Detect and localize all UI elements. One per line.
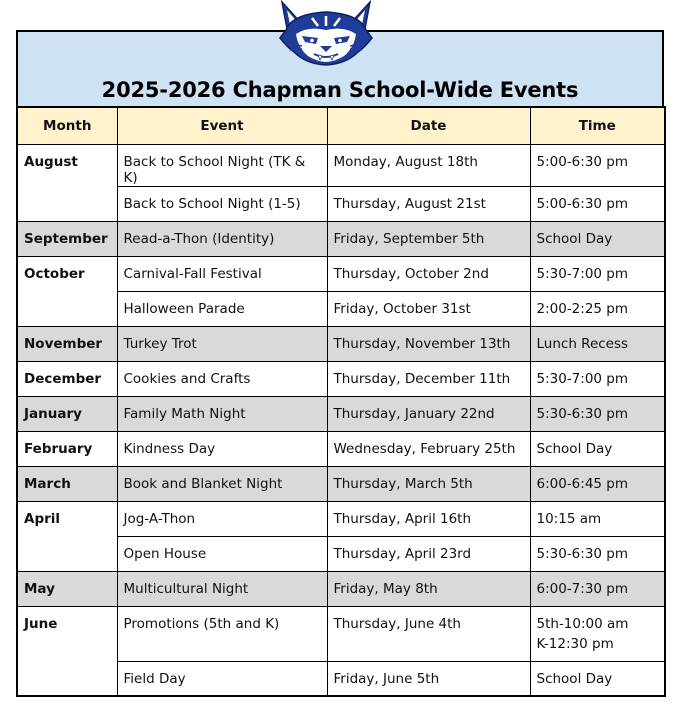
event-cell: Carnival-Fall Festival	[117, 256, 327, 291]
date-cell: Thursday, June 4th	[327, 606, 530, 661]
time-cell: School Day	[530, 661, 665, 696]
table-row	[17, 571, 665, 606]
wildcat-mascot-logo	[272, 0, 380, 66]
table-row	[17, 431, 665, 466]
page-title: 2025-2026 Chapman School-Wide Events	[101, 78, 579, 102]
month-cell: December	[17, 361, 117, 396]
table-row	[17, 501, 665, 536]
month-cell: January	[17, 396, 117, 431]
event-cell: Halloween Parade	[117, 291, 327, 326]
time-cell: 6:00-7:30 pm	[530, 571, 665, 606]
time-cell: 5:30-6:30 pm	[530, 396, 665, 431]
month-cell: October	[17, 256, 117, 326]
month-cell: March	[17, 466, 117, 501]
table-row	[17, 361, 665, 396]
event-cell: Jog-A-Thon	[117, 501, 327, 536]
column-header-event: Event	[117, 107, 327, 144]
header-row	[17, 107, 665, 144]
event-cell: Family Math Night	[117, 396, 327, 431]
date-cell: Friday, September 5th	[327, 221, 530, 256]
time-cell: 5:00-6:30 pm	[530, 186, 665, 221]
date-cell: Thursday, November 13th	[327, 326, 530, 361]
time-cell: 2:00-2:25 pm	[530, 291, 665, 326]
table-row	[17, 466, 665, 501]
event-cell: Open House	[117, 536, 327, 571]
date-cell: Monday, August 18th	[327, 144, 530, 186]
event-cell: Field Day	[117, 661, 327, 696]
column-header-date: Date	[327, 107, 530, 144]
date-cell: Thursday, January 22nd	[327, 396, 530, 431]
time-cell: 10:15 am	[530, 501, 665, 536]
time-cell: 5:30-7:00 pm	[530, 361, 665, 396]
column-header-time: Time	[530, 107, 665, 144]
month-cell: November	[17, 326, 117, 361]
time-cell: 5:30-6:30 pm	[530, 536, 665, 571]
event-cell: Back to School Night (TK & K)	[117, 144, 327, 186]
table-row	[17, 396, 665, 431]
month-cell: September	[17, 221, 117, 256]
event-cell: Book and Blanket Night	[117, 466, 327, 501]
date-cell: Thursday, April 16th	[327, 501, 530, 536]
time-cell: 5:00-6:30 pm	[530, 144, 665, 186]
month-cell: April	[17, 501, 117, 571]
time-cell: School Day	[530, 431, 665, 466]
date-cell: Friday, June 5th	[327, 661, 530, 696]
month-cell: May	[17, 571, 117, 606]
time-cell: School Day	[530, 221, 665, 256]
time-cell: 5:30-7:00 pm	[530, 256, 665, 291]
date-cell: Thursday, March 5th	[327, 466, 530, 501]
time-cell: 6:00-6:45 pm	[530, 466, 665, 501]
month-cell: June	[17, 606, 117, 696]
time-line-1: 5th-10:00 am	[536, 615, 629, 632]
date-cell: Thursday, December 11th	[327, 361, 530, 396]
date-cell: Thursday, August 21st	[327, 186, 530, 221]
events-table	[16, 106, 666, 697]
date-cell: Friday, May 8th	[327, 571, 530, 606]
table-row	[17, 326, 665, 361]
table-row	[17, 256, 665, 291]
event-cell: Promotions (5th and K)	[117, 606, 327, 661]
date-cell: Friday, October 31st	[327, 291, 530, 326]
month-cell: February	[17, 431, 117, 466]
event-cell: Cookies and Crafts	[117, 361, 327, 396]
date-cell: Thursday, October 2nd	[327, 256, 530, 291]
table-row	[17, 606, 665, 661]
date-cell: Wednesday, February 25th	[327, 431, 530, 466]
event-cell: Turkey Trot	[117, 326, 327, 361]
time-cell: Lunch Recess	[530, 326, 665, 361]
time-line-2: K-12:30 pm	[536, 635, 614, 652]
date-cell: Thursday, April 23rd	[327, 536, 530, 571]
events-sheet	[16, 30, 664, 697]
column-header-month: Month	[17, 107, 117, 144]
event-cell: Kindness Day	[117, 431, 327, 466]
month-cell: August	[17, 144, 117, 221]
time-cell	[530, 606, 665, 661]
table-row	[17, 144, 665, 186]
event-cell: Multicultural Night	[117, 571, 327, 606]
table-row	[17, 221, 665, 256]
event-cell: Back to School Night (1-5)	[117, 186, 327, 221]
event-cell: Read-a-Thon (Identity)	[117, 221, 327, 256]
